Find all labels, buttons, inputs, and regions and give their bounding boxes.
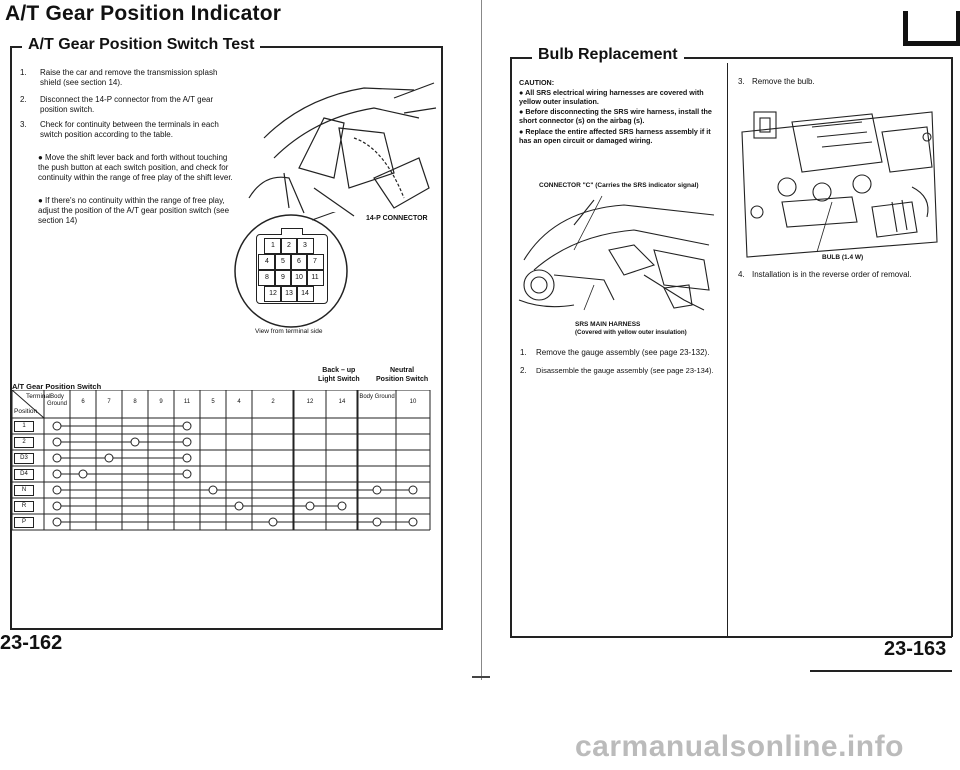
table-column-header: Body Ground (359, 394, 395, 400)
bulb-section-title: Bulb Replacement (532, 46, 684, 64)
table-title: A/T Gear Position Switch (12, 382, 102, 391)
table-row-header: 1 (14, 421, 34, 432)
table-column-header: 7 (107, 399, 111, 405)
switch-table (12, 390, 442, 540)
right-frame-left (510, 57, 512, 637)
right-page-number: 23-163 (884, 638, 947, 660)
corner-tab (903, 11, 960, 46)
caution-item-3: ● Replace the entire affected SRS harness assembly if it has an open circuit or damaged wiring. (519, 127, 711, 145)
connector-caption: View from terminal side (255, 328, 323, 335)
left-frame-left (10, 46, 12, 630)
page-title: A/T Gear Position Indicator (5, 2, 282, 25)
pin-9: 9 (274, 270, 292, 286)
caution-item-1: ● All SRS electrical wiring harnesses are covered with yellow outer insulation. (519, 88, 704, 106)
pin-13: 13 (280, 286, 298, 302)
table-row-header: P (14, 517, 34, 528)
table-row-header: N (14, 485, 34, 496)
table-column-header: 2 (271, 399, 275, 405)
left-frame-right (441, 46, 443, 630)
pin-4: 4 (258, 254, 276, 270)
bullet-2: ● If there's no continuity within the range of free play, adjust the position of the A/T gear position switch (see section 14) (38, 196, 230, 225)
pin-2: 2 (280, 238, 298, 254)
table-column-header: 4 (237, 399, 241, 405)
pin-7: 7 (306, 254, 324, 270)
table-column-header: 14 (338, 399, 346, 405)
table-column-header: 11 (183, 399, 191, 405)
left-page-number: 23-162 (0, 632, 63, 654)
table-row-header: R (14, 501, 34, 512)
caution-item-2: ● Before disconnecting the SRS wire harness, install the short connector (s) on the airbag (s). (519, 107, 712, 125)
watermark: carmanualsonline.info (575, 730, 904, 763)
table-column-header: 6 (81, 399, 85, 405)
pin-11: 11 (306, 270, 324, 286)
right-frame-right (951, 57, 953, 637)
pin-6: 6 (290, 254, 308, 270)
table-row-header: D4 (14, 469, 34, 480)
table-row-header: D3 (14, 453, 34, 464)
table-column-header: 12 (306, 399, 314, 405)
table-column-header: 10 (409, 399, 417, 405)
pin-8: 8 (258, 270, 276, 286)
bullet-1: ● Move the shift lever back and forth without touching the push button at each switch position, and check for continuity within the range of free play of the shift lever. (38, 153, 233, 182)
table-column-header: 9 (159, 399, 163, 405)
right-column-divider (727, 63, 728, 637)
section-subtitle: A/T Gear Position Switch Test (22, 36, 260, 54)
harness-label: SRS MAIN HARNESS (575, 321, 641, 328)
table-column-header: 5 (211, 399, 215, 405)
pin-3: 3 (296, 238, 314, 254)
backup-light-label: Back – up Light Switch (318, 367, 360, 383)
table-column-header: Body Ground (46, 394, 67, 407)
connector-c-label: CONNECTOR "C" (Carries the SRS indicator signal) (539, 182, 699, 189)
pin-5: 5 (274, 254, 292, 270)
connector-latch (281, 228, 303, 235)
gauge-illustration (732, 92, 946, 260)
transmission-illustration (244, 78, 439, 218)
terminal-header: Terminal (26, 393, 51, 400)
right-page-underline (810, 670, 952, 672)
pin-14: 14 (296, 286, 314, 302)
connector-label: 14-P CONNECTOR (366, 215, 428, 222)
harness-sublabel: (Covered with yellow outer insulation) (575, 329, 687, 336)
pin-12: 12 (264, 286, 282, 302)
table-row-header: 2 (14, 437, 34, 448)
caution-heading: CAUTION: (519, 78, 555, 87)
dashboard-illustration (514, 190, 722, 320)
bulb-label: BULB (1.4 W) (822, 254, 864, 261)
neutral-switch-label: Neutral Position Switch (376, 367, 429, 383)
table-column-header: 8 (133, 399, 137, 405)
pin-1: 1 (264, 238, 282, 254)
gutter-foot (472, 676, 490, 678)
position-header: Position (14, 408, 38, 415)
left-frame-bottom (10, 628, 442, 630)
pin-10: 10 (290, 270, 308, 286)
gutter-line (481, 0, 482, 680)
